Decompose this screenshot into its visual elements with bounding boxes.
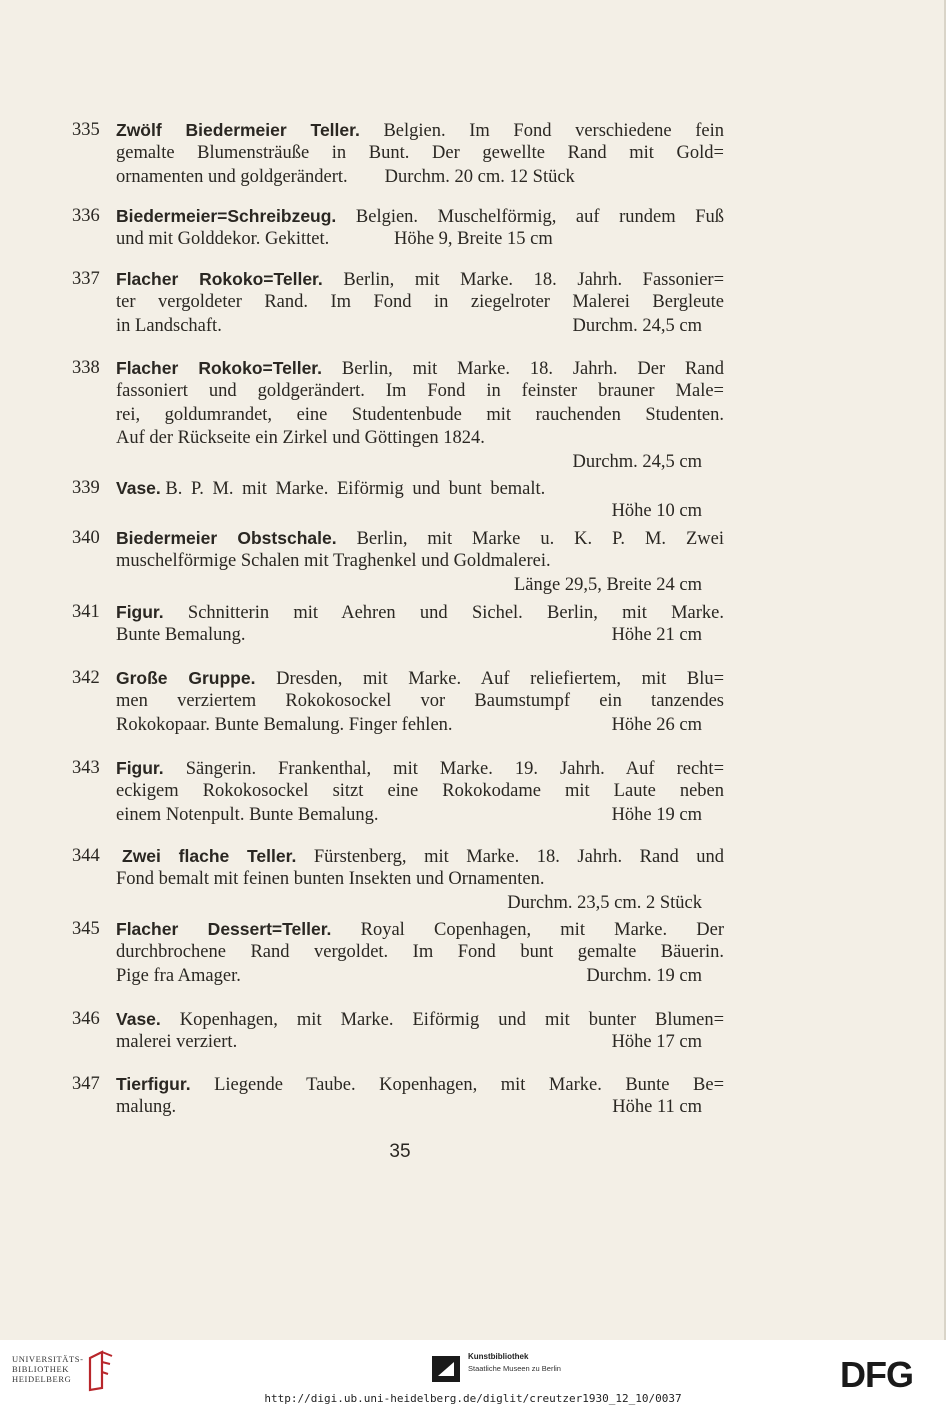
entry-text: Auf der Rückseite ein Zirkel und Göttingen 1824. (116, 428, 485, 449)
entry-number: 338 (72, 358, 100, 378)
entry-number: 337 (72, 269, 100, 289)
entry-measure: Höhe 26 cm (611, 714, 702, 735)
catalog-entry (72, 757, 732, 827)
catalog-entry (72, 601, 732, 648)
catalog-entry (72, 845, 732, 915)
entry-text: Rokokopaar. Bunte Bemalung. Finger fehlen. (116, 714, 453, 735)
entry-number: 342 (72, 668, 100, 688)
entry-title: Große Gruppe. (116, 668, 256, 688)
entry-number: 345 (72, 919, 100, 939)
entry-text: Fürstenberg, mit Marke. 18. Jahrh. Rand und (313, 847, 724, 867)
entry-number: 341 (72, 602, 100, 622)
entry-title: Flacher Rokoko=Teller. (116, 358, 323, 378)
entry-text: B. P. M. mit Marke. Eiförmig und bunt bemalt. (165, 479, 546, 499)
kunstbibliothek-subtitle: Staatliche Museen zu Berlin (468, 1364, 561, 1373)
page-number: 35 (389, 1141, 411, 1162)
catalog-entry (72, 1073, 732, 1120)
catalog-entry (72, 477, 732, 524)
entry-text: Bunte Bemalung. (116, 625, 246, 646)
entry-measure: Höhe 17 cm (611, 1032, 702, 1053)
entry-title: Figur. (116, 758, 164, 778)
entry-measure: Länge 29,5, Breite 24 cm (513, 574, 702, 595)
entry-measure: Durchm. 19 cm (586, 965, 702, 986)
entry-title: Zwei flache Teller. (122, 846, 297, 866)
entry-number: 344 (72, 846, 100, 866)
entry-title: Tierfigur. (116, 1074, 191, 1094)
entry-text: Royal Copenhagen, mit Marke. Der (360, 920, 724, 940)
entry-title: Vase. (116, 1009, 161, 1029)
entry-number: 336 (72, 206, 100, 226)
entry-text: Dresden, mit Marke. Auf reliefiertem, mit Blu= (276, 669, 725, 689)
entry-text: ter vergoldeter Rand. Im Fond in ziegelroter Malerei Bergleute (116, 292, 724, 313)
entry-text: Liegende Taube. Kopenhagen, mit Marke. Bunte Be= (214, 1075, 725, 1095)
entry-text: Fond bemalt mit feinen bunten Insekten und Ornamenten. (116, 869, 545, 890)
catalog-entry (72, 1008, 732, 1055)
entry-text: in Landschaft. (116, 315, 222, 336)
kunstbibliothek-name: Kunstbibliothek (468, 1352, 529, 1361)
entry-title: Biedermeier Obstschale. (116, 528, 337, 548)
entry-text: Kopenhagen, mit Marke. Eiförmig und mit bunter Blumen= (179, 1010, 725, 1030)
entry-title: Flacher Dessert=Teller. (116, 919, 332, 939)
entry-measure: Durchm. 23,5 cm. 2 Stück (507, 892, 702, 913)
entry-text: Sängerin. Frankenthal, mit Marke. 19. Jahrh. Auf recht= (185, 759, 725, 779)
entry-text: Berlin, mit Marke. 18. Jahrh. Fassonier= (343, 270, 725, 290)
catalog-entry (72, 527, 732, 597)
dfg-logo: DFG (840, 1354, 913, 1395)
catalog-entry (72, 357, 732, 474)
source-url-link[interactable]: http://digi.ub.uni-heidelberg.de/diglit/creutzer1930_12_10/0037 (264, 1392, 682, 1405)
entry-text: men verziertem Rokokosockel vor Baumstumpf ein tanzendes (116, 691, 724, 712)
entry-text: eckigem Rokokosockel sitzt eine Rokokodame mit Laute neben (116, 781, 724, 802)
entry-text: durchbrochene Rand vergoldet. Im Fond bunt gemalte Bäuerin. (116, 942, 724, 963)
kunstbibliothek-logo-icon (432, 1356, 460, 1382)
entry-text: malung. (116, 1097, 177, 1118)
entry-title: Vase. (116, 478, 161, 498)
catalog-entry (72, 667, 732, 737)
catalog-entry (72, 119, 732, 189)
entry-text: ornamenten und goldgerändert. Durchm. 20 cm. 12 Stück (116, 166, 575, 187)
university-library-label: UNIVERSITÄTS- BIBLIOTHEK HEIDELBERG (12, 1354, 84, 1384)
entry-text: Berlin, mit Marke u. K. P. M. Zwei (356, 529, 725, 549)
entry-measure: Höhe 11 cm (612, 1097, 702, 1118)
entry-number: 347 (72, 1074, 100, 1094)
entry-text: Belgien. Im Fond verschiedene fein (383, 121, 725, 141)
entry-text: fassoniert und goldgerändert. Im Fond in feinster brauner Male= (116, 381, 724, 402)
entry-measure: Durchm. 24,5 cm (572, 315, 702, 336)
entry-title: Figur. (116, 602, 164, 622)
entry-title: Zwölf Biedermeier Teller. (116, 120, 360, 140)
entry-measure: Durchm. 24,5 cm (572, 451, 702, 472)
entry-measure: Höhe 10 cm (611, 501, 702, 522)
entry-number: 335 (72, 120, 100, 140)
footer-bar (0, 1340, 946, 1409)
entry-text: rei, goldumrandet, eine Studentenbude mit rauchenden Studenten. (116, 404, 724, 425)
entry-number: 339 (72, 478, 100, 498)
entry-measure: Höhe 21 cm (611, 625, 702, 646)
entry-text: Belgien. Muschelförmig, auf rundem Fuß (355, 207, 725, 227)
entry-text: und mit Golddekor. Gekittet. Höhe 9, Breite 15 cm (116, 229, 553, 250)
entry-measure: Höhe 19 cm (611, 804, 702, 825)
entry-title: Flacher Rokoko=Teller. (116, 269, 323, 289)
entry-text: gemalte Blumensträuße in Bunt. Der gewellte Rand mit Gold= (116, 143, 724, 164)
entry-text: Pige fra Amager. (116, 965, 241, 986)
catalog-entry (72, 205, 732, 252)
entry-title: Biedermeier=Schreibzeug. (116, 206, 337, 226)
university-logo-icon (86, 1350, 114, 1392)
catalog-entry (72, 268, 732, 338)
entry-number: 340 (72, 528, 100, 548)
entry-number: 346 (72, 1009, 100, 1029)
catalog-entry (72, 918, 732, 988)
entry-text: Schnitterin mit Aehren und Sichel. Berlin, mit Marke. (187, 603, 725, 623)
entry-text: muschelförmige Schalen mit Traghenkel und Goldmalerei. (116, 551, 551, 572)
entry-text: Berlin, mit Marke. 18. Jahrh. Der Rand (341, 359, 725, 379)
entry-text: malerei verziert. (116, 1032, 238, 1053)
entry-number: 343 (72, 758, 100, 778)
entry-text: einem Notenpult. Bunte Bemalung. (116, 804, 379, 825)
